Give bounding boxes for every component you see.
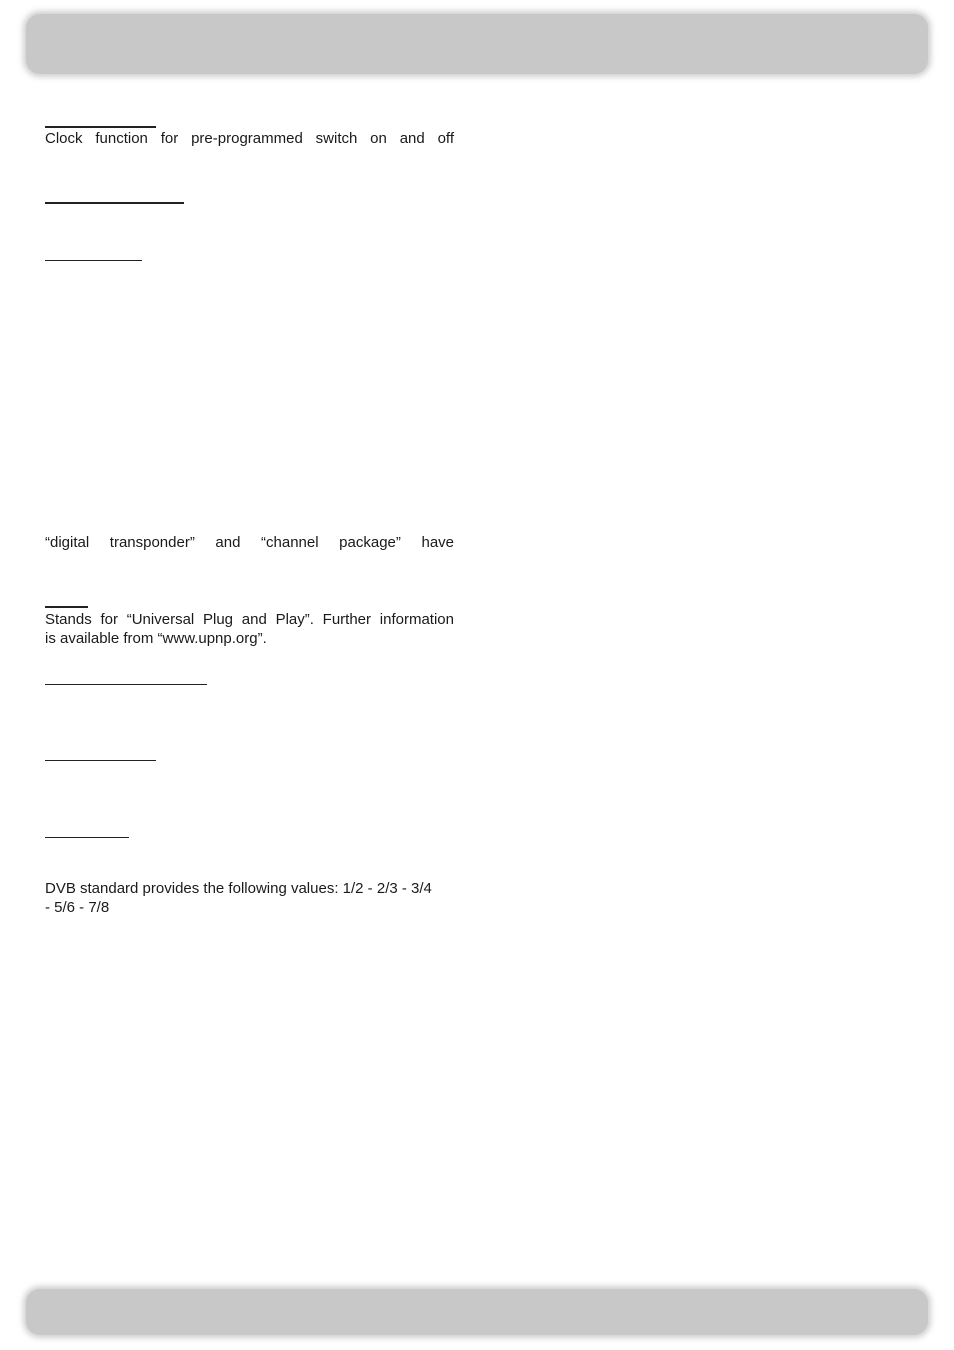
footer-band [26,1289,928,1335]
term-underline-2 [45,202,184,204]
entry-upnp-line2: is available from “www.upnp.org”. [45,630,267,647]
term-underline-clock [45,126,156,128]
term-underline-upnp [45,606,88,608]
entry-upnp-line1: Stands for “Universal Plug and Play”. Further information [45,611,454,628]
entry-fec-line2: - 5/6 - 7/8 [45,899,110,916]
term-underline-5 [45,684,207,685]
entry-fec-line1: DVB standard provides the following values: 1/2 - 2/3 - 3/4 [45,880,432,897]
term-underline-6 [45,760,156,761]
entry-transponder-text: “digital transponder” and “channel package” have [45,534,454,551]
header-band [26,14,928,74]
term-underline-3 [45,260,142,261]
entry-clock-text: Clock function for pre-programmed switch on and off [45,130,454,147]
term-underline-fec [45,837,129,838]
